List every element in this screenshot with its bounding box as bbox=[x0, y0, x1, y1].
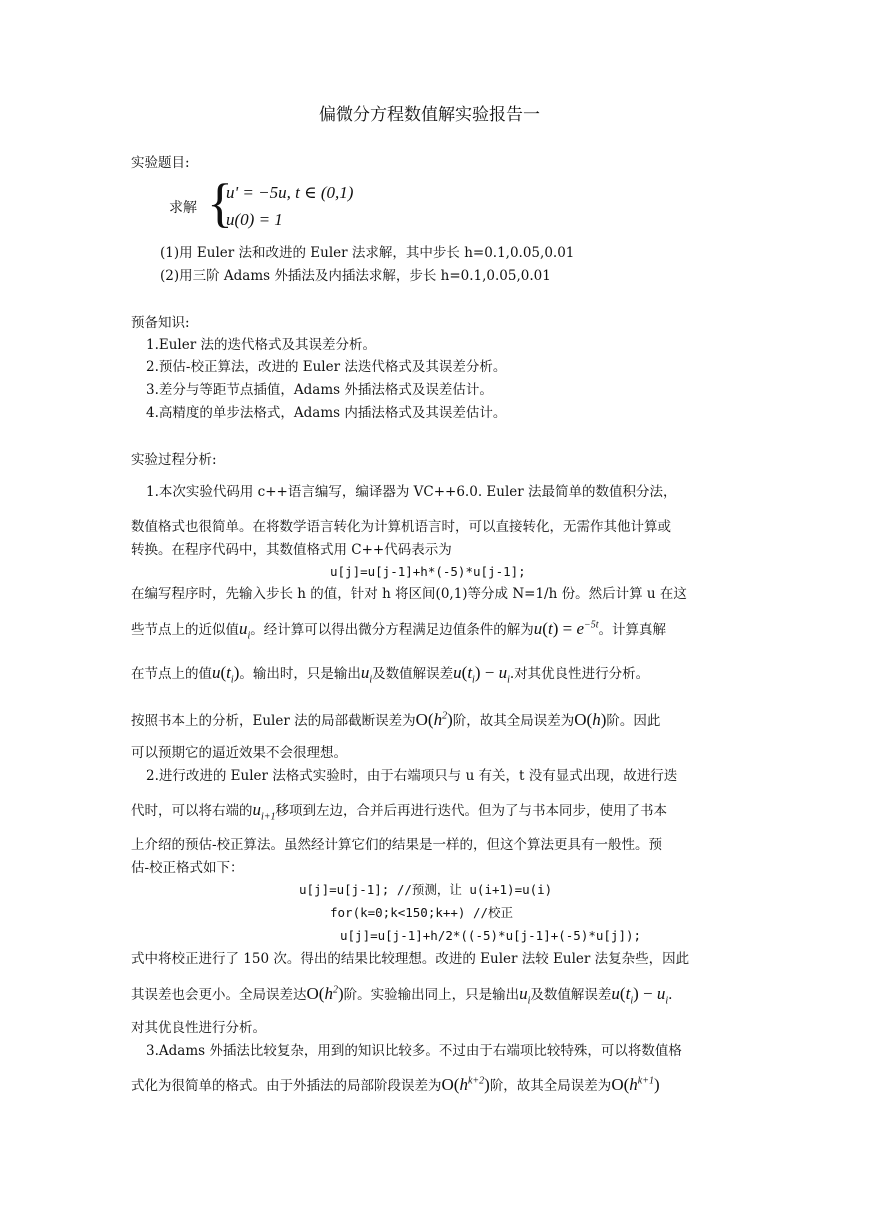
paragraph-line bbox=[131, 711, 660, 730]
text-run: 阶。因此 bbox=[606, 713, 661, 729]
paragraph-line: 3.Adams 外插法比较复杂，用到的知识比较多。不过由于右端项比较特殊，可以将数值格 bbox=[146, 1043, 682, 1059]
paragraph-line: 1.本次实验代码用 c++语言编写，编译器为 VC++6.0. Euler 法最简单的数值积分法， bbox=[146, 484, 677, 500]
text-run: 按照书本上的分析，Euler 法的局部截断误差为 bbox=[131, 713, 416, 729]
equation-line-2: u(0) = 1 bbox=[226, 210, 283, 229]
math-u-i: $u_i$ bbox=[239, 619, 251, 642]
math-u-i: $u_i$ bbox=[360, 663, 373, 686]
text-run: 移项到左边，合并后再进行迭代。但为了与书本同步，使用了书本 bbox=[275, 803, 668, 819]
text-run: 些节点上的近似值 bbox=[131, 622, 239, 638]
page-title: 偏微分方程数值解实验报告一 bbox=[319, 105, 540, 125]
paragraph-line bbox=[131, 619, 667, 642]
math-error: $u(t_i) - u_i$ bbox=[611, 984, 669, 1007]
paragraph-line bbox=[131, 663, 650, 686]
text-run: 及数值解误差 bbox=[372, 666, 454, 682]
text-run: 代时，可以将右端的 bbox=[131, 803, 253, 819]
code-line: for(k=0;k<150;k++) //校正 bbox=[330, 905, 514, 920]
paragraph-line: 估-校正格式如下： bbox=[131, 860, 244, 876]
task-item-2: (2)用三阶 Adams 外插法及内插法求解，步长 h=0.1,0.05,0.01 bbox=[160, 268, 551, 284]
text-run: .对其优良性进行分析。 bbox=[509, 666, 650, 682]
prereq-item: 1.Euler 法的迭代格式及其误差分析。 bbox=[146, 337, 376, 353]
text-run: 及数值解误差 bbox=[530, 987, 612, 1003]
paragraph-line bbox=[131, 1076, 660, 1095]
paragraph-line: 对其优良性进行分析。 bbox=[131, 1020, 266, 1036]
paragraph-line bbox=[131, 800, 668, 823]
math-u-i-plus-1: $u_{i+1}$ bbox=[252, 800, 276, 823]
equation-line-1: u' = −5u, t ∈ (0,1) bbox=[226, 183, 354, 202]
paragraph-line: 可以预期它的逼近效果不会很理想。 bbox=[131, 745, 347, 761]
math-order-hk1: $O(h^{k+1})$ bbox=[611, 1075, 660, 1094]
prereq-heading: 预备知识: bbox=[131, 315, 190, 331]
paragraph-line: 上介绍的预估-校正算法。虽然经计算它们的结果是一样的，但这个算法更具有一般性。预 bbox=[131, 837, 663, 853]
text-run: 阶，故其全局误差为 bbox=[489, 1078, 612, 1094]
math-order-h: O(h) bbox=[574, 710, 607, 729]
problem-heading: 实验题目: bbox=[131, 155, 190, 171]
analysis-heading: 实验过程分析: bbox=[131, 452, 217, 468]
text-run: 阶。实验输出同上，只是输出 bbox=[343, 987, 520, 1003]
paragraph-line bbox=[131, 984, 673, 1007]
math-order-h2: $O(h^2)$ bbox=[415, 710, 453, 729]
prereq-item: 2.预估-校正算法，改进的 Euler 法迭代格式及其误差分析。 bbox=[146, 359, 507, 375]
solve-label: 求解 bbox=[169, 200, 197, 216]
equation-brace: { bbox=[207, 173, 233, 233]
text-run: 式化为很简单的格式。由于外插法的局部阶段误差为 bbox=[131, 1078, 442, 1094]
text-run: 。输出时，只是输出 bbox=[239, 666, 361, 682]
paragraph-line: 2.进行改进的 Euler 法格式实验时，由于右端项只与 u 有关，t 没有显式出现，故进行迭 bbox=[146, 768, 678, 784]
paragraph-line: 在编写程序时，先输入步长 h 的值，针对 h 将区间(0,1)等分成 N=1/h 份。然后计算 u 在这 bbox=[131, 586, 687, 602]
prereq-item: 4.高精度的单步法格式，Adams 内插法格式及其误差估计。 bbox=[146, 405, 507, 421]
text-run: 。计算真解 bbox=[598, 622, 667, 638]
math-u-i: $u_i$ bbox=[519, 984, 531, 1007]
text-run: 其误差也会更小。全局误差达 bbox=[131, 987, 307, 1003]
paragraph-line: 转换。在程序代码中，其数值格式用 C++代码表示为 bbox=[131, 542, 452, 558]
text-run: 在节点上的值 bbox=[131, 666, 212, 682]
math-u-ti: $u(t_i)$ bbox=[212, 663, 240, 686]
text-run: 。经计算可以得出微分方程满足边值条件的解为 bbox=[250, 622, 534, 638]
text-run: . bbox=[668, 987, 673, 1003]
prereq-item: 3.差分与等距节点插值，Adams 外插法格式及误差估计。 bbox=[146, 382, 493, 398]
task-item-1: (1)用 Euler 法和改进的 Euler 法求解，其中步长 h=0.1,0.05,0.01 bbox=[160, 245, 575, 261]
math-order-hk2: $O(h^{k+2})$ bbox=[441, 1075, 490, 1094]
paragraph-line: 数值格式也很简单。在将数学语言转化为计算机语言时，可以直接转化，无需作其他计算或 bbox=[131, 519, 671, 535]
paragraph-line: 式中将校正进行了 150 次。得出的结果比较理想。改进的 Euler 法较 Euler 法复杂些，因此 bbox=[131, 951, 690, 967]
code-line: u[j]=u[j-1]+h*(-5)*u[j-1]; bbox=[330, 564, 526, 579]
code-line: u[j]=u[j-1]; //预测，让 u(i+1)=u(i) bbox=[299, 882, 553, 897]
math-order-h2: $O(h^2)$ bbox=[306, 984, 344, 1003]
math-error: $u(t_i) - u_i$ bbox=[453, 663, 510, 686]
math-exact-solution: $u(t) = e^{-5t}$ bbox=[533, 619, 599, 638]
code-line: u[j]=u[j-1]+h/2*((-5)*u[j-1]+(-5)*u[j]); bbox=[340, 928, 642, 943]
text-run: 阶，故其全局误差为 bbox=[452, 713, 575, 729]
